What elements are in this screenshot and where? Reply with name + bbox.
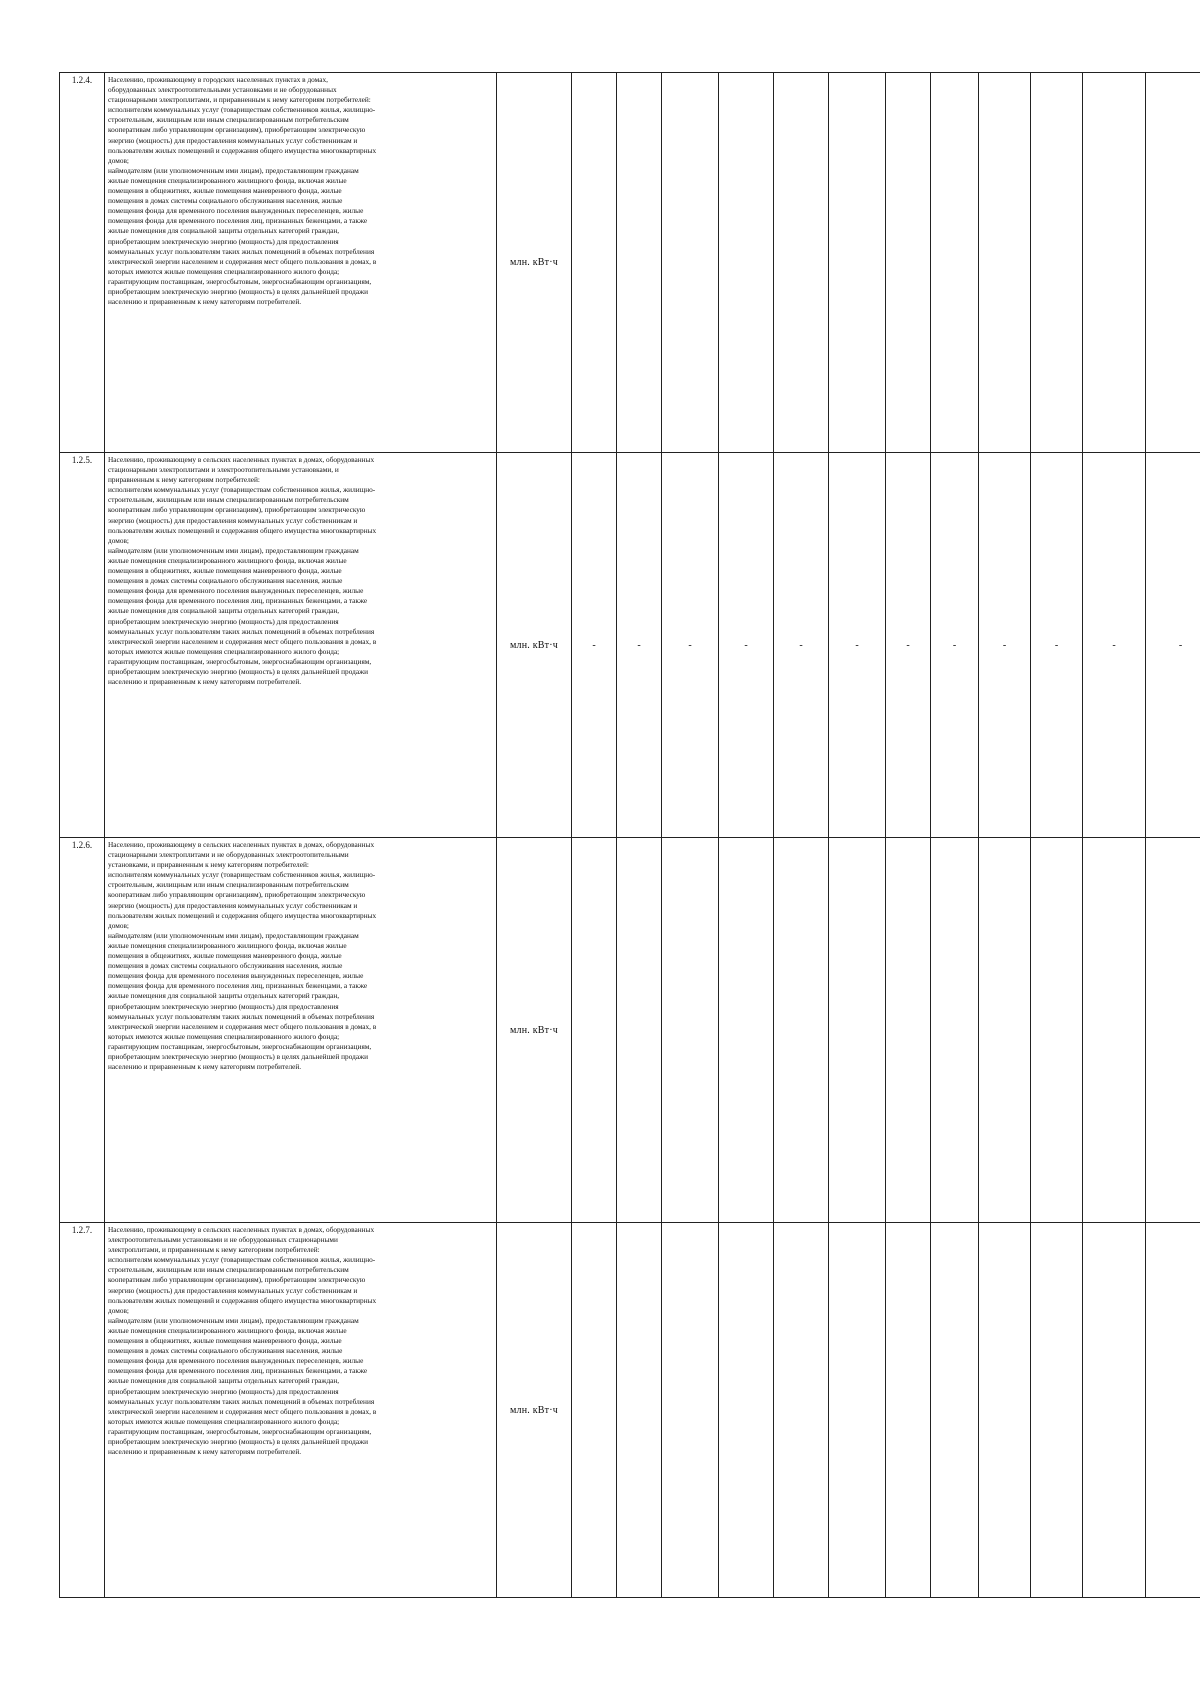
row-description (105, 838, 497, 1223)
description-line: помещения фонда для временного поселения вынужденных переселенцев, жилые (108, 586, 364, 596)
value-cell (931, 838, 979, 1223)
value-cell (1083, 838, 1146, 1223)
description-line: помещения в общежитиях, жилые помещения маневренного фонда, жилые (108, 566, 342, 576)
description-line: помещения фонда для временного поселения вынужденных переселенцев, жилые (108, 206, 364, 216)
description-line: электрической энергии населением и содержания мест общего пользования в домах, в (108, 1406, 377, 1416)
value-cell (1083, 73, 1146, 453)
description-line: помещения фонда для временного поселения лиц, признанных беженцами, а также (108, 596, 368, 606)
description-line: приравненным к нему категориям потребителей: (108, 475, 260, 485)
description-line: энергию (мощность) для предоставления коммунальных услуг собственникам и (108, 900, 358, 910)
description-line: строительным, жилищным или иным специализированным потребительским (108, 495, 349, 505)
value-cell (1031, 1223, 1083, 1598)
description-line: помещения фонда для временного поселения вынужденных переселенцев, жилые (108, 971, 364, 981)
description-line: кооперативам либо управляющим организациям), приобретающим электрическую (108, 505, 366, 515)
unit-cell: млн. кВт·ч (497, 453, 572, 838)
value-cell (572, 838, 617, 1223)
description-line: помещения в общежитиях, жилые помещения маневренного фонда, жилые (108, 186, 342, 196)
description-line: электрической энергии населением и содержания мест общего пользования в домах, в (108, 256, 377, 266)
value-cell (617, 73, 662, 453)
row-number: 1.2.6. (60, 838, 105, 1223)
description-line: помещения фонда для временного поселения вынужденных переселенцев, жилые (108, 1356, 364, 1366)
description-line: исполнителям коммунальных услуг (товариществам собственников жилья, жилищно- (108, 105, 376, 115)
value-cell (979, 1223, 1031, 1598)
description-line: стационарными электроплитами и электроотопительными установками, и (108, 465, 339, 475)
description-line: жилые помещения для социальной защиты отдельных категорий граждан, (108, 226, 340, 236)
value-cell (1031, 73, 1083, 453)
value-cell (886, 838, 931, 1223)
description-line: помещения в общежитиях, жилые помещения маневренного фонда, жилые (108, 951, 342, 961)
value-cell (719, 73, 774, 453)
description-line: приобретающим электрическую энергию (мощность) в целях дальнейшей продажи (108, 666, 369, 676)
description-line: пользователям жилых помещений и содержания общего имущества многоквартирных (108, 910, 377, 920)
value-cell (931, 1223, 979, 1598)
row-description (105, 1223, 497, 1598)
description-line: электрической энергии населением и содержания мест общего пользования в домах, в (108, 1021, 377, 1031)
description-line: энергию (мощность) для предоставления коммунальных услуг собственникам и (108, 515, 358, 525)
description-line: коммунальных услуг пользователям таких жилых помещений в объемах потребления (108, 626, 375, 636)
description-line: кооперативам либо управляющим организациям), приобретающим электрическую (108, 890, 366, 900)
value-cell (829, 838, 886, 1223)
value-cell (617, 1223, 662, 1598)
row-number: 1.2.5. (60, 453, 105, 838)
description-line: коммунальных услуг пользователям таких жилых помещений в объемах потребления (108, 1396, 375, 1406)
value-cell (829, 73, 886, 453)
description-line: населению и приравненным к нему категориям потребителей. (108, 1447, 302, 1457)
description-line: жилые помещения специализированного жилищного фонда, включая жилые (108, 175, 347, 185)
description-line: которых имеются жилые помещения специализированного жилого фонда; (108, 646, 340, 656)
description-line: электроплитами, и приравненным к нему категориям потребителей: (108, 1245, 320, 1255)
value-cell (886, 1223, 931, 1598)
description-line: жилые помещения специализированного жилищного фонда, включая жилые (108, 1325, 347, 1335)
row-description (105, 73, 497, 453)
row-description (105, 453, 497, 838)
description-line: помещения в домах системы социального обслуживания населения, жилые (108, 196, 343, 206)
table-row (60, 1223, 1200, 1598)
description-line: кооперативам либо управляющим организациям), приобретающим электрическую (108, 125, 366, 135)
description-line: энергию (мощность) для предоставления коммунальных услуг собственникам и (108, 1285, 358, 1295)
value-cell: - (774, 453, 829, 838)
description-line: Населению, проживающему в сельских населенных пунктах в домах, оборудованных (108, 840, 375, 849)
description-line: помещения фонда для временного поселения лиц, признанных беженцами, а также (108, 981, 368, 991)
unit-cell: млн. кВт·ч (497, 73, 572, 453)
description-line: жилые помещения специализированного жилищного фонда, включая жилые (108, 940, 347, 950)
description-line: гарантирующим поставщикам, энергосбытовым, энергоснабжающим организациям, (108, 1041, 372, 1051)
description-line: жилые помещения для социальной защиты отдельных категорий граждан, (108, 1376, 340, 1386)
description-line: коммунальных услуг пользователям таких жилых помещений в объемах потребления (108, 1011, 375, 1021)
description-line: оборудованных электроотопительными установками и не оборудованных (108, 85, 337, 95)
description-line: исполнителям коммунальных услуг (товариществам собственников жилья, жилищно- (108, 870, 376, 880)
value-cell (774, 1223, 829, 1598)
value-cell: - (931, 453, 979, 838)
value-cell: - (1083, 453, 1146, 838)
description-line: пользователям жилых помещений и содержания общего имущества многоквартирных (108, 1295, 377, 1305)
value-cell (931, 73, 979, 453)
value-cell (774, 838, 829, 1223)
description-line: которых имеются жилые помещения специализированного жилого фонда; (108, 266, 340, 276)
value-cell (719, 1223, 774, 1598)
value-cell (1146, 838, 1200, 1223)
value-cell (662, 838, 719, 1223)
consumption-table (59, 72, 1200, 1598)
description-line: наймодателям (или уполномоченным ими лицам), предоставляющим гражданам (108, 1315, 359, 1325)
description-line: исполнителям коммунальных услуг (товариществам собственников жилья, жилищно- (108, 1255, 376, 1265)
description-line: которых имеются жилые помещения специализированного жилого фонда; (108, 1031, 340, 1041)
description-line: помещения в общежитиях, жилые помещения маневренного фонда, жилые (108, 1336, 342, 1346)
description-line: населению и приравненным к нему категориям потребителей. (108, 677, 302, 687)
description-line: наймодателям (или уполномоченным ими лицам), предоставляющим гражданам (108, 165, 359, 175)
value-cell: - (829, 453, 886, 838)
value-cell (1146, 73, 1200, 453)
description-line: приобретающим электрическую энергию (мощность) в целях дальнейшей продажи (108, 286, 369, 296)
description-line: электрической энергии населением и содержания мест общего пользования в домах, в (108, 636, 377, 646)
row-number: 1.2.4. (60, 73, 105, 453)
description-line: приобретающим электрическую энергию (мощность) для предоставления (108, 1001, 339, 1011)
value-cell (572, 73, 617, 453)
description-line: которых имеются жилые помещения специализированного жилого фонда; (108, 1416, 340, 1426)
description-line: населению и приравненным к нему категориям потребителей. (108, 1062, 302, 1072)
value-cell (979, 838, 1031, 1223)
description-line: помещения в домах системы социального обслуживания населения, жилые (108, 961, 343, 971)
value-cell (1083, 1223, 1146, 1598)
description-line: стационарными электроплитами, и приравненным к нему категориям потребителей: (108, 95, 371, 105)
description-line: энергию (мощность) для предоставления коммунальных услуг собственникам и (108, 135, 358, 145)
value-cell: - (719, 453, 774, 838)
unit-cell: млн. кВт·ч (497, 1223, 572, 1598)
value-cell: - (572, 453, 617, 838)
value-cell (979, 73, 1031, 453)
description-line: населению и приравненным к нему категориям потребителей. (108, 297, 302, 307)
value-cell: - (1031, 453, 1083, 838)
description-line: домов; (108, 155, 129, 165)
value-cell (1031, 838, 1083, 1223)
description-line: строительным, жилищным или иным специализированным потребительским (108, 115, 349, 125)
description-line: электроотопительными установками и не оборудованных стационарными (108, 1235, 338, 1245)
description-line: Населению, проживающему в городских населенных пунктах в домах, (108, 75, 328, 84)
description-line: гарантирующим поставщикам, энергосбытовым, энергоснабжающим организациям, (108, 656, 372, 666)
table-row (60, 453, 1200, 838)
value-cell (829, 1223, 886, 1598)
description-line: жилые помещения для социальной защиты отдельных категорий граждан, (108, 606, 340, 616)
value-cell: - (662, 453, 719, 838)
value-cell (719, 838, 774, 1223)
value-cell (572, 1223, 617, 1598)
value-cell (774, 73, 829, 453)
description-line: домов; (108, 1305, 129, 1315)
description-line: помещения фонда для временного поселения лиц, признанных беженцами, а также (108, 216, 368, 226)
value-cell (662, 1223, 719, 1598)
description-line: пользователям жилых помещений и содержания общего имущества многоквартирных (108, 145, 377, 155)
description-line: гарантирующим поставщикам, энергосбытовым, энергоснабжающим организациям, (108, 1426, 372, 1436)
description-line: наймодателям (или уполномоченным ими лицам), предоставляющим гражданам (108, 545, 359, 555)
value-cell (662, 73, 719, 453)
value-cell (1146, 1223, 1200, 1598)
description-line: пользователям жилых помещений и содержания общего имущества многоквартирных (108, 525, 377, 535)
description-line: приобретающим электрическую энергию (мощность) в целях дальнейшей продажи (108, 1051, 369, 1061)
description-line: жилые помещения для социальной защиты отдельных категорий граждан, (108, 991, 340, 1001)
unit-cell: млн. кВт·ч (497, 838, 572, 1223)
table-row (60, 838, 1200, 1223)
description-line: исполнителям коммунальных услуг (товариществам собственников жилья, жилищно- (108, 485, 376, 495)
description-line: гарантирующим поставщикам, энергосбытовым, энергоснабжающим организациям, (108, 276, 372, 286)
description-line: установками, и приравненным к нему категориям потребителей: (108, 860, 309, 870)
description-line: жилые помещения специализированного жилищного фонда, включая жилые (108, 555, 347, 565)
value-cell (617, 838, 662, 1223)
row-number: 1.2.7. (60, 1223, 105, 1598)
description-line: наймодателям (или уполномоченным ими лицам), предоставляющим гражданам (108, 930, 359, 940)
table-body (60, 73, 1200, 1598)
description-line: домов; (108, 920, 129, 930)
tariff-volume-table-page (59, 72, 1183, 1598)
value-cell: - (886, 453, 931, 838)
description-line: приобретающим электрическую энергию (мощность) для предоставления (108, 236, 339, 246)
value-cell: - (1146, 453, 1200, 838)
description-line: коммунальных услуг пользователям таких жилых помещений в объемах потребления (108, 246, 375, 256)
description-line: строительным, жилищным или иным специализированным потребительским (108, 880, 349, 890)
description-line: помещения в домах системы социального обслуживания населения, жилые (108, 1346, 343, 1356)
description-line: Населению, проживающему в сельских населенных пунктах в домах, оборудованных (108, 1225, 375, 1234)
description-line: помещения в домах системы социального обслуживания населения, жилые (108, 576, 343, 586)
description-line: приобретающим электрическую энергию (мощность) для предоставления (108, 1386, 339, 1396)
value-cell: - (617, 453, 662, 838)
description-line: приобретающим электрическую энергию (мощность) для предоставления (108, 616, 339, 626)
description-line: приобретающим электрическую энергию (мощность) в целях дальнейшей продажи (108, 1436, 369, 1446)
description-line: домов; (108, 535, 129, 545)
description-line: кооперативам либо управляющим организациям), приобретающим электрическую (108, 1275, 366, 1285)
description-line: помещения фонда для временного поселения лиц, признанных беженцами, а также (108, 1366, 368, 1376)
description-line: Населению, проживающему в сельских населенных пунктах в домах, оборудованных (108, 455, 375, 464)
description-line: стационарными электроплитами и не оборудованных электроотопительными (108, 850, 349, 860)
table-row (60, 73, 1200, 453)
value-cell: - (979, 453, 1031, 838)
description-line: строительным, жилищным или иным специализированным потребительским (108, 1265, 349, 1275)
value-cell (886, 73, 931, 453)
